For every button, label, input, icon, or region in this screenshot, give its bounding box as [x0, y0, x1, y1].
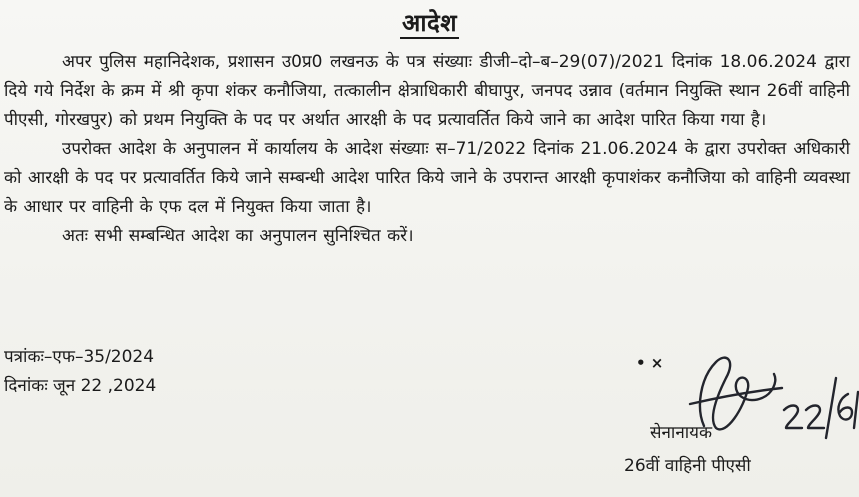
paragraph-compliance: उपरोक्त आदेश के अनुपालन में कार्यालय के आदेश संख्याः स–71/2022 दिनांक 21.06.2024 के द्वारा उपरोक्त अधिकारी को आरक्षी के पद पर प्रत्यावर्तित किये जाने सम्बन्धी आदेश पारित किये जाने के उपरान्त आरक्षी कृपाशंकर कनौजिया को वाहिनी व्यवस्था के आधार पर वाहिनी के एफ दल में नियुक्त किया जाता है।	[4, 139, 850, 217]
document-title	[0, 6, 859, 39]
signatory-designation: सेनानायक	[650, 423, 713, 443]
paragraph-directive: अपर पुलिस महानिदेशक, प्रशासन उ0प्र0 लखनऊ के पत्र संख्याः डीजी–दो–ब–29(07)/2021 दिनांक 18.06.2024 द्वारा दिये गये निर्देश के क्रम में श्री कृपा शंकर कनौजिया, तत्कालीन क्षेत्राधिकारी बीघापुर, जनपद उन्नाव (वर्तमान नियुक्ति स्थान 26वीं वाहिनी पीएसी, गोरखपुर) को प्रथम नियुक्ति के पद पर अर्थात आरक्षी के पद प्रत्यावर्तित किये जाने का आदेश पारित किया गया है।	[4, 52, 850, 130]
reference-date: दिनांकः जून 22 ,2024	[4, 376, 157, 396]
document-title-text: आदेश	[401, 9, 458, 37]
signature-date-stroke	[784, 378, 858, 438]
paragraph-instruction: अतः सभी सम्बन्धित आदेश का अनुपालन सुनिश्चित करें।	[62, 226, 414, 246]
signatory-unit: 26वीं वाहिनी पीएसी	[624, 456, 751, 476]
order-body	[4, 48, 850, 251]
reference-number: पत्रांकः–एफ–35/2024	[4, 347, 155, 367]
stray-marks: • ×	[636, 354, 664, 372]
